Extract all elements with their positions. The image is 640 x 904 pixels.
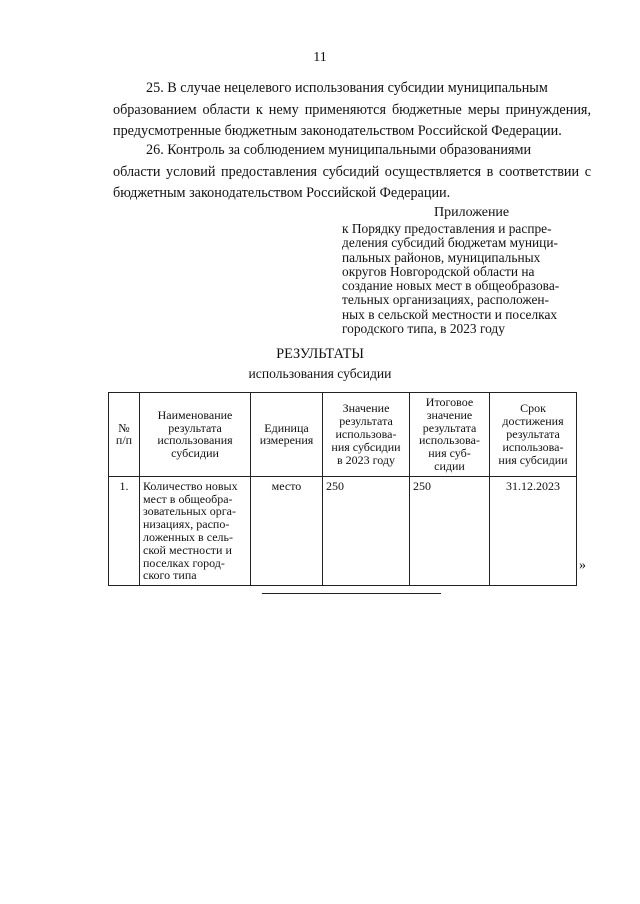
- paragraph-25: [113, 78, 591, 143]
- cell-unit: место: [251, 476, 323, 585]
- closing-quote: »: [579, 558, 586, 573]
- table-row: [109, 476, 577, 585]
- paragraph-25-rest: образованием области к нему применяются бюджетные меры принуждения, предусмотренные бюджетным законодательством Российской Федерации.: [113, 101, 591, 139]
- header-final-value: Итоговое значение результата использова- ния суб- сидии: [410, 393, 490, 477]
- header-number: № п/п: [109, 393, 140, 477]
- cell-deadline: 31.12.2023: [490, 476, 577, 585]
- appendix-title: Приложение: [434, 205, 510, 220]
- results-title: РЕЗУЛЬТАТЫ: [276, 346, 364, 362]
- results-table: [108, 392, 577, 586]
- cell-value-2023: 250: [323, 476, 410, 585]
- cell-number: 1.: [109, 476, 140, 585]
- end-divider: [262, 593, 441, 594]
- cell-result-name: Количество новых мест в общеобра- зовательных орга- низациях, распо- ложенных в сель- ской местности и поселках город- ского типа: [140, 476, 251, 585]
- paragraph-26: [113, 140, 591, 205]
- paragraph-26-first-line: 26. Контроль за соблюдением муниципальными образованиями: [146, 142, 532, 158]
- header-value-2023: Значение результата использова- ния субсидии в 2023 году: [323, 393, 410, 477]
- header-deadline: Срок достижения результата использова- ния субсидии: [490, 393, 577, 477]
- appendix-text: к Порядку предоставления и распре- деления субсидий бюджетам муници- пальных районов, муниципальных округов Новгородской области на создание новых мест в общеобразова- тельных организациях, расположен- ных в сельской местности и поселках городского типа, в 2023 году: [342, 221, 560, 337]
- header-result-name: Наименование результата использования субсидии: [140, 393, 251, 477]
- cell-final-value: 250: [410, 476, 490, 585]
- results-subtitle: использования субсидии: [248, 366, 392, 381]
- paragraph-25-first-line: 25. В случае нецелевого использования субсидии муниципальным: [146, 80, 548, 96]
- paragraph-26-rest: области условий предоставления субсидий осуществляется в соответствии с бюджетным законодательством Российской Федерации.: [113, 163, 591, 201]
- header-unit: Единица измерения: [251, 393, 323, 477]
- page-number: 11: [313, 50, 327, 65]
- table-header-row: [109, 393, 577, 477]
